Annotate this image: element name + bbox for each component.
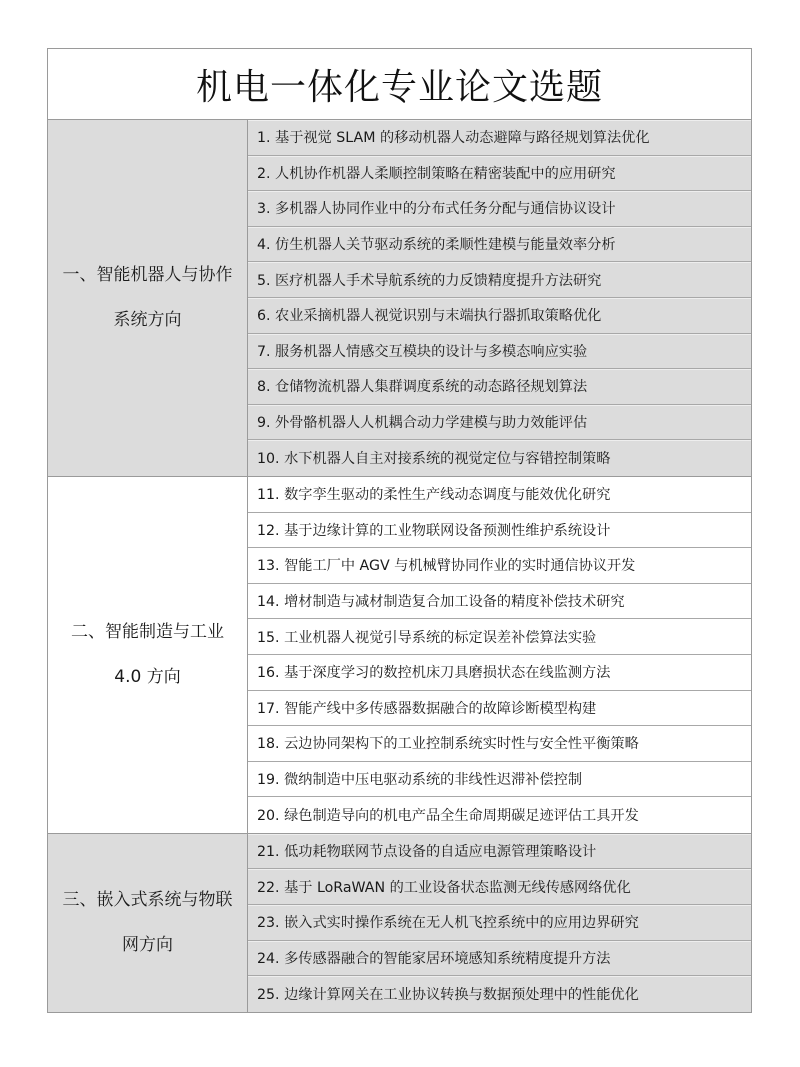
topic-list [248,834,751,1012]
topic-row: 7. 服务机器人情感交互模块的设计与多模态响应实验 [248,334,751,370]
topic-row: 6. 农业采摘机器人视觉识别与末端执行器抓取策略优化 [248,298,751,334]
topic-row: 21. 低功耗物联网节点设备的自适应电源管理策略设计 [248,834,751,870]
topic-row: 18. 云边协同架构下的工业控制系统实时性与安全性平衡策略 [248,726,751,762]
topic-row: 22. 基于 LoRaWAN 的工业设备状态监测无线传感网络优化 [248,869,751,905]
section-smart-manufacturing [48,477,751,834]
topic-row: 9. 外骨骼机器人人机耦合动力学建模与助力效能评估 [248,405,751,441]
topic-row: 2. 人机协作机器人柔顺控制策略在精密装配中的应用研究 [248,156,751,192]
section-label [48,120,248,476]
topic-row: 5. 医疗机器人手术导航系统的力反馈精度提升方法研究 [248,262,751,298]
topic-row: 23. 嵌入式实时操作系统在无人机飞控系统中的应用边界研究 [248,905,751,941]
topic-row: 17. 智能产线中多传感器数据融合的故障诊断模型构建 [248,691,751,727]
topic-row: 12. 基于边缘计算的工业物联网设备预测性维护系统设计 [248,513,751,549]
topic-row: 20. 绿色制造导向的机电产品全生命周期碳足迹评估工具开发 [257,808,639,825]
topic-row: 3. 多机器人协同作业中的分布式任务分配与通信协议设计 [248,191,751,227]
section-label-line2: 系统方向 [113,309,182,330]
topic-row: 4. 仿生机器人关节驱动系统的柔顺性建模与能量效率分析 [248,227,751,263]
topic-row: 25. 边缘计算网关在工业协议转换与数据预处理中的性能优化 [248,976,751,1012]
section-label-line1: 二、智能制造与工业 [71,621,224,642]
topic-list [248,477,751,833]
topic-row: 1. 基于视觉 SLAM 的移动机器人动态避障与路径规划算法优化 [248,120,751,156]
topic-row: 8. 仓储物流机器人集群调度系统的动态路径规划算法 [248,369,751,405]
section-label-line1: 三、嵌入式系统与物联 [62,889,233,910]
thesis-topic-table [47,48,752,1013]
section-label [48,834,248,1012]
topic-row: 19. 微纳制造中压电驱动系统的非线性迟滞补偿控制 [248,762,751,798]
section-label-line2: 网方向 [122,934,173,955]
topic-row: 24. 多传感器融合的智能家居环境感知系统精度提升方法 [248,941,751,977]
topic-row: 13. 智能工厂中 AGV 与机械臂协同作业的实时通信协议开发 [248,548,751,584]
topic-list [248,120,751,476]
topic-row: 16. 基于深度学习的数控机床刀具磨损状态在线监测方法 [248,655,751,691]
topic-row: 14. 增材制造与减材制造复合加工设备的精度补偿技术研究 [248,584,751,620]
title-row [48,49,751,120]
section-robotics [48,120,751,477]
section-label-line2: 4.0 方向 [114,666,181,687]
page-title: 机电一体化专业论文选题 [195,66,603,108]
topic-row: 11. 数字孪生驱动的柔性生产线动态调度与能效优化研究 [248,477,751,513]
section-embedded-iot [48,834,751,1012]
section-label [48,477,248,833]
topic-row: 10. 水下机器人自主对接系统的视觉定位与容错控制策略 [248,440,751,476]
section-label-line1: 一、智能机器人与协作 [62,264,233,285]
topic-row: 15. 工业机器人视觉引导系统的标定误差补偿算法实验 [248,619,751,655]
